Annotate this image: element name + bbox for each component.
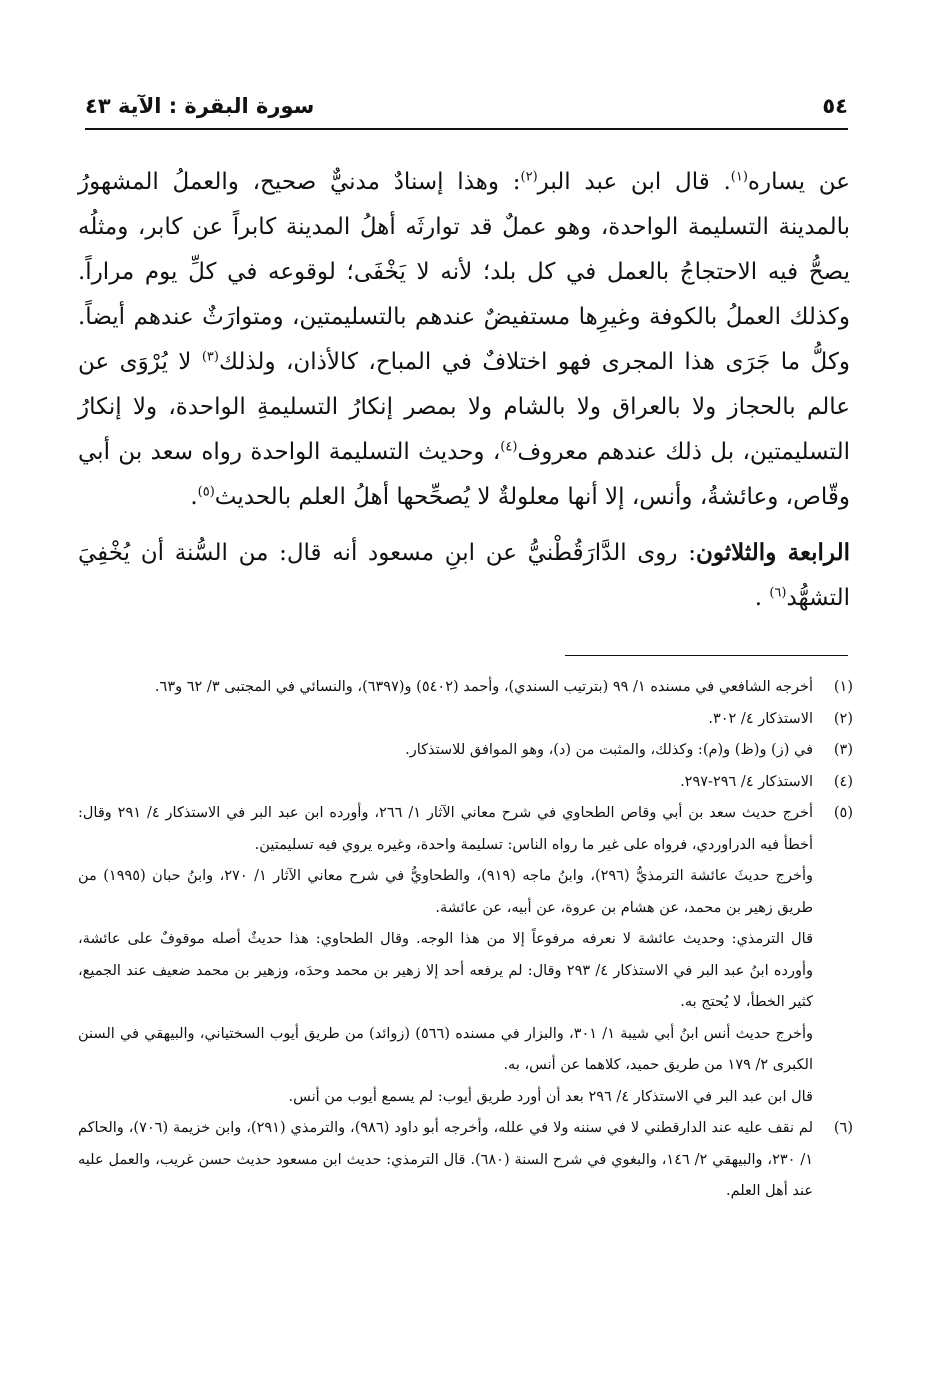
main-paragraph-2 <box>78 530 850 621</box>
text-segment: عن يساره <box>747 169 850 195</box>
footnote-separator <box>565 655 848 656</box>
running-title: سورة البقرة : الآية ٤٣ <box>85 94 315 118</box>
footnote-ref-3[interactable]: (٣) <box>201 349 219 365</box>
footnote-ref-6[interactable]: (٦) <box>769 585 787 601</box>
footnote-text: الاستذكار ٤/ ٢٩٦-٢٩٧. <box>680 773 813 790</box>
footnote-body <box>78 767 813 799</box>
main-text <box>78 160 850 621</box>
footnote-ref-5[interactable]: (٥) <box>197 484 215 500</box>
footnote-number: (٥) <box>833 805 853 821</box>
footnote-text: أخرج حديث سعد بن أبي وقاص الطحاوي في شرح معاني الآثار ١/ ٢٦٦، وأورده ابن عبد البر في الاستذكار ٤/ ٢٩١ وقال: أخطأ فيه الدراوردي، فرواه على غير ما رواه الناس: تسليمة واحدة، وغيره يروي فيه تسليمتين. <box>78 805 814 853</box>
footnote-2 <box>78 704 853 736</box>
footnote-text: وأخرج حديثَ عائشة الترمذيُّ (٢٩٦)، وابنُ ماجه (٩١٩)، والطحاويُّ في شرح معاني الآثار ١/ ٢٧٠، وابنُ حبان (١٩٩٥) من طريق زهير بن محمد، عن هشام بن عروة، عن أبيه، عن عائشة. <box>78 868 813 916</box>
footnote-ref-1[interactable]: (١) <box>730 169 748 185</box>
text-segment: لا يُرْوَى عن عالم بالحجاز ولا بالعراق ولا بالشام ولا بمصر إنكارُ التسليمةِ الواحدة، ولا إنكارُ التسليمتين، بل ذلك عندهم معروف <box>78 349 851 465</box>
footnote-6 <box>78 1113 853 1208</box>
footnote-ref-2[interactable]: (٢) <box>520 169 538 185</box>
footnotes <box>78 672 853 1208</box>
footnote-body <box>78 704 813 736</box>
main-paragraph-1 <box>78 160 850 520</box>
footnote-body <box>78 735 813 767</box>
text-segment: . قال ابن عبد البر <box>537 169 731 195</box>
footnote-body <box>78 798 813 1113</box>
footnote-text: في (ز) و(ظ) و(م): وكذلك، والمثبت من (د)، وهو الموافق للاستذكار. <box>405 742 813 758</box>
footnote-3 <box>78 735 853 767</box>
text-segment: ، وحديث التسليمة الواحدة رواه سعد بن أبي وقّاص، وعائشةُ، وأنس، إلا أنها معلولةٌ لا يُصحِّحها أهلُ العلم بالحديث <box>78 439 850 510</box>
footnote-4 <box>78 767 853 799</box>
footnote-number: (٦) <box>833 1120 853 1136</box>
footnote-text: لم نقف عليه عند الدارقطني لا في سننه ولا في علله، وأخرجه أبو داود (٩٨٦)، والترمذي (٢٩١)، وابن خزيمة (٧٠٦)، والحاكم ١/ ٢٣٠، والبيهقي ٢/ ١٤٦، والبغوي في شرح السنة (٦٨٠). قال الترمذي: حديث ابن مسعود حديث حسن غريب، والعمل عليه عند أهل العلم. <box>78 1120 814 1199</box>
footnote-number: (٢) <box>833 710 853 727</box>
footnote-number: (٣) <box>833 742 853 758</box>
footnote-1 <box>78 672 853 704</box>
footnote-body <box>78 1113 813 1208</box>
text-segment: : وهذا إسنادٌ مدنيٌّ صحيح، والعملُ المشهورُ بالمدينة التسليمة الواحدة، وهو عملٌ قد توارثَه أهلُ المدينة كابراً عن كابر، ومثلُه يصحُّ فيه الاحتجاجُ بالعمل في كل بلد؛ لأنه لا يَخْفَى؛ لوقوعه في كلِّ يوم مراراً. وكذلك العملُ بالكوفة وغيرِها مستفيضٌ عندهم بالتسليمتين، ومتوارَثٌ عندهم أيضاً. وكلُّ ما جَرَى هذا المجرى فهو اختلافٌ في المباح، كالأذان، ولذلك <box>78 169 851 375</box>
footnote-text: وأخرج حديث أنس ابنُ أبي شيبة ١/ ٣٠١، والبزار في مسنده (٥٦٦) (زوائد) من طريق أيوب السختياني، والبيهقي في السنن الكبرى ٢/ ١٧٩ من طريق حميد، كلاهما عن أنس، به. <box>78 1025 813 1073</box>
footnote-text: أخرجه الشافعي في مسنده ١/ ٩٩ (بترتيب السندي)، وأحمد (٥٤٠٢) و(٦٣٩٧)، والنسائي في المجتبى ٣/ ٦٢ و٦٣. <box>154 679 813 695</box>
text-segment: : روى الدَّارَقُطْنيُّ عن ابنِ مسعود أنه قال: من السُّنة أن يُخْفِيَ التشهُّد <box>78 540 850 611</box>
rule-heading: الرابعة والثلاثون <box>695 539 850 566</box>
page-number: ٥٤ <box>822 94 848 118</box>
footnote-ref-4[interactable]: (٤) <box>500 439 518 455</box>
footnote-5 <box>78 798 853 1113</box>
footnote-text: قال ابن عبد البر في الاستذكار ٤/ ٢٩٦ بعد أن أورد طريق أيوب: لم يسمع أيوب من أنس. <box>288 1088 813 1105</box>
header-rule <box>85 128 848 130</box>
footnote-text: الاستذكار ٤/ ٣٠٢. <box>708 710 813 727</box>
footnote-body <box>78 672 813 704</box>
text-segment: . <box>190 484 198 510</box>
page-header <box>85 86 848 126</box>
footnote-number: (٤) <box>833 773 853 790</box>
footnote-text: قال الترمذي: وحديث عائشة لا نعرفه مرفوعاً إلا من هذا الوجه. وقال الطحاوي: هذا حديثٌ أصله موقوفٌ على عائشة، وأورده ابنُ عبد البر في الاستذكار ٤/ ٢٩٣ وقال: لم يرفعه أحد إلا زهير بن محمد وحدَه، وزهير بن محمد ضعيف عند الجميع، كثير الخطأ، لا يُحتج به. <box>78 931 814 1010</box>
footnote-number: (١) <box>833 679 853 695</box>
text-segment: . <box>754 585 770 611</box>
